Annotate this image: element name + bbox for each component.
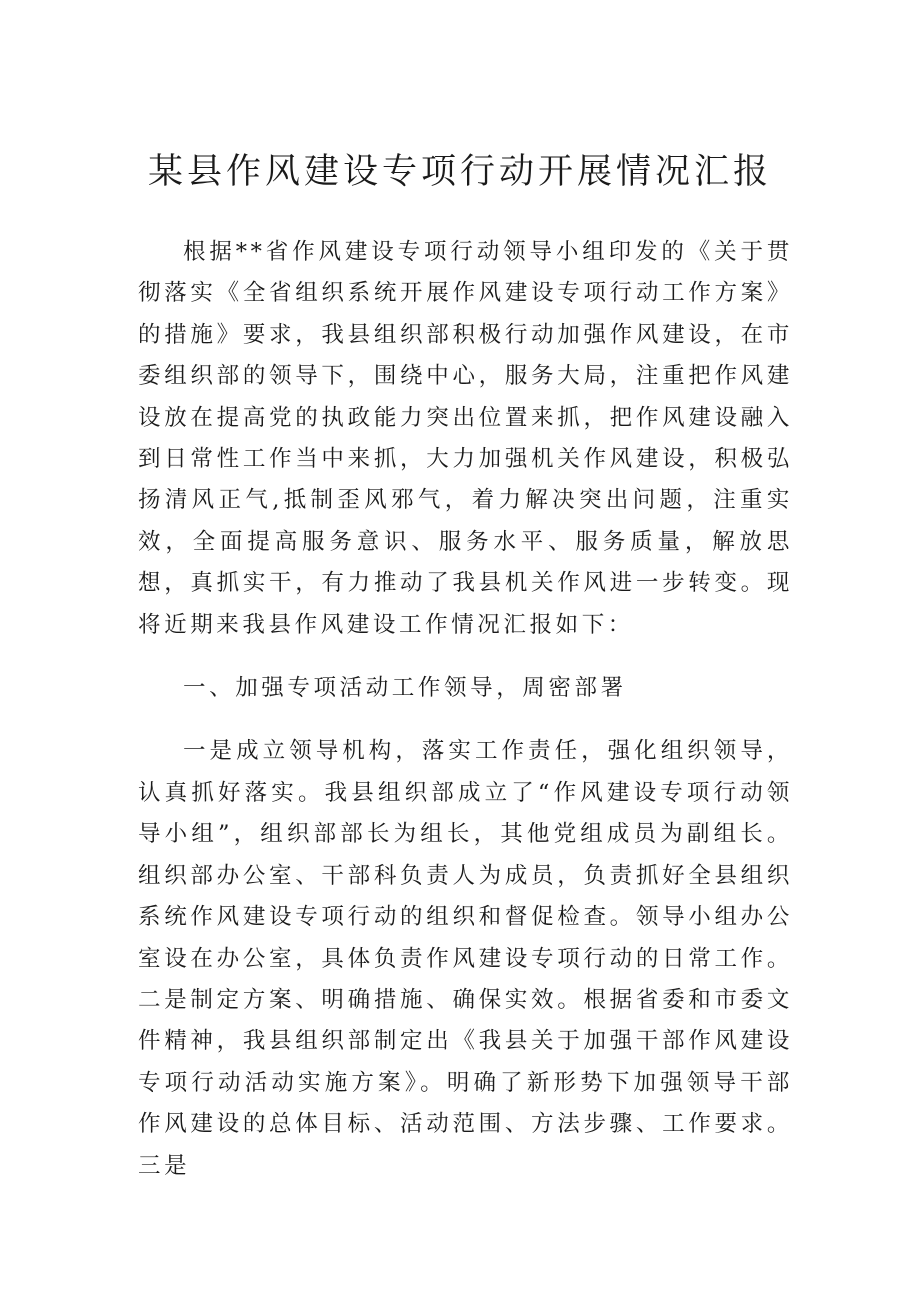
section-heading-1: 一、加强专项活动工作领导，周密部署 [183, 675, 627, 702]
document-title: 某县作风建设专项行动开展情况汇报 [147, 152, 772, 192]
document-body [138, 232, 793, 1209]
intro-paragraph: 根据**省作风建设专项行动领导小组印发的《关于贯彻落实《全省组织系统开展作风建设专项行动工作方案》的措施》要求，我县组织部积极行动加强作风建设，在市委组织部的领导下，围绕中心，服务大局，注重把作风建设放在提高党的执政能力突出位置来抓，把作风建设融入到日常性工作当中来抓，大力加强机关作风建设，积极弘扬清风正气,抵制歪风邪气，着力解决突出问题，注重实效，全面提高服务意识、服务水平、服务质量，解放思想，真抓实干，有力推动了我县机关作风进一步转变。现将近期来我县作风建设工作情况汇报如下： [138, 239, 793, 638]
section-1-paragraph: 一是成立领导机构，落实工作责任，强化组织领导，认真抓好落实。我县组织部成立了“作风建设专项行动领导小组”，组织部部长为组长，其他党组成员为副组长。组织部办公室、干部科负责人为成员，负责抓好全县组织系统作风建设专项行动的组织和督促检查。领导小组办公室设在办公室，具体负责作风建设专项行动的日常工作。二是制定方案、明确措施、确保实效。根据省委和市委文件精神，我县组织部制定出《我县关于加强干部作风建设专项行动活动实施方案》。明确了新形势下加强领导干部作风建设的总体目标、活动范围、方法步骤、工作要求。三是 [138, 738, 793, 1179]
